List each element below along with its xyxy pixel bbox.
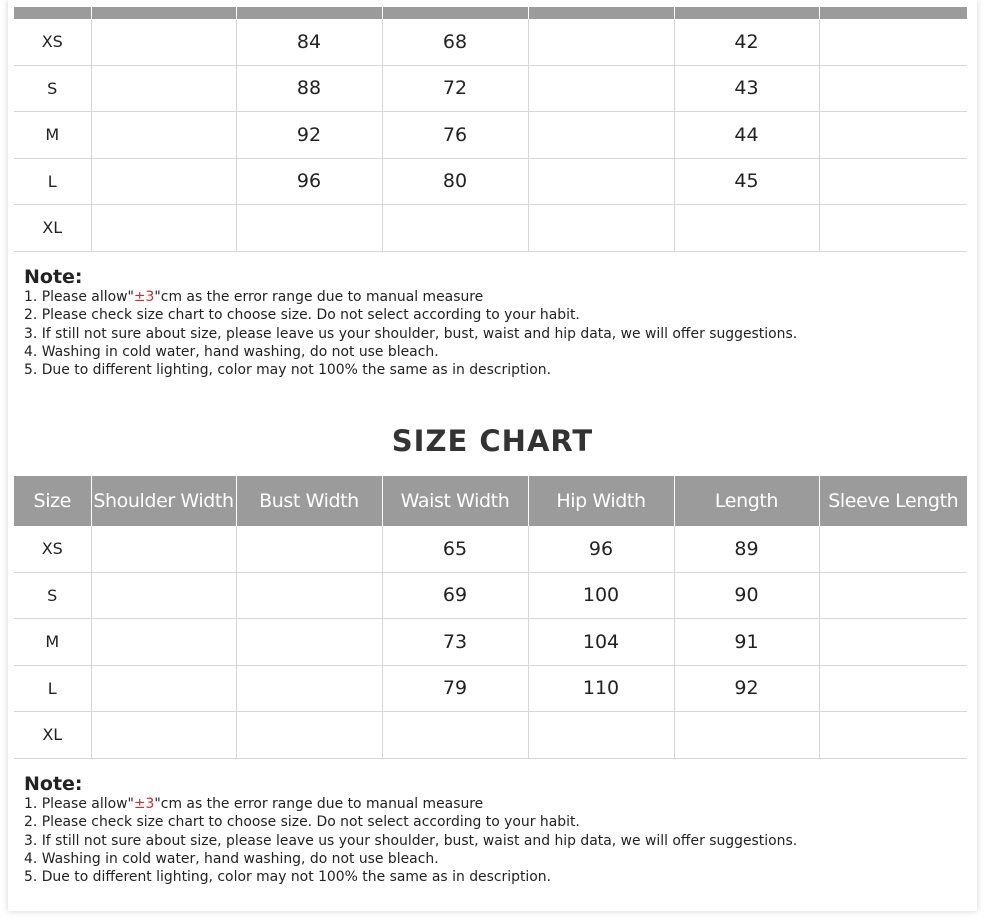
table-cell <box>236 205 382 252</box>
waist-width-cell: 79 <box>382 665 528 712</box>
size-table-top <box>14 7 967 252</box>
column-header-sleeve-length: Sleeve Length <box>819 476 967 526</box>
tolerance-value: ±3 <box>133 796 155 812</box>
size-label: M <box>14 112 91 159</box>
table-row <box>14 65 967 112</box>
hip-width-cell: 110 <box>528 665 674 712</box>
note-line: 3. If still not sure about size, please leave us your shoulder, bust, waist and hip data, we will offer suggestions. <box>24 832 798 849</box>
table-cell <box>819 112 967 159</box>
note-line: 5. Due to different lighting, color may not 100% the same as in description. <box>24 362 552 379</box>
column-header-waist-width: Waist Width <box>382 476 528 526</box>
table-cell: 42 <box>674 19 819 65</box>
note-title: Note: <box>24 266 83 288</box>
column-header-hip-width: Hip Width <box>528 476 674 526</box>
hip-width-cell: 104 <box>528 619 674 666</box>
table-row <box>14 205 967 252</box>
note-text: 1. Please allow" <box>24 289 134 305</box>
size-label: L <box>14 665 91 712</box>
table-cell <box>528 158 674 205</box>
size-label: XL <box>14 712 91 759</box>
note-line: 2. Please check size chart to choose size. Do not select according to your habit. <box>24 814 580 831</box>
sleeve-length-cell <box>819 712 967 759</box>
table-cell <box>528 205 674 252</box>
shoulder-width-cell <box>91 665 236 712</box>
table-cell <box>91 158 236 205</box>
length-cell: 91 <box>674 619 819 666</box>
table-cell <box>819 158 967 205</box>
waist-width-cell: 69 <box>382 572 528 619</box>
bust-width-cell <box>236 619 382 666</box>
table-row <box>14 19 967 65</box>
size-label: XL <box>14 205 91 252</box>
table-cell: 80 <box>382 158 528 205</box>
table-cell: 68 <box>382 19 528 65</box>
table-cell: 76 <box>382 112 528 159</box>
note-line-tolerance <box>24 795 797 813</box>
table-row <box>14 712 967 759</box>
sleeve-length-cell <box>819 665 967 712</box>
shoulder-width-cell <box>91 712 236 759</box>
table-cell: 45 <box>674 158 819 205</box>
notes-section <box>24 773 829 886</box>
note-text: 1. Please allow" <box>24 796 134 812</box>
table-cell: 96 <box>236 158 382 205</box>
table-header-bar <box>14 7 967 19</box>
shoulder-width-cell <box>91 526 236 572</box>
length-cell: 92 <box>674 665 819 712</box>
note-line: 3. If still not sure about size, please leave us your shoulder, bust, waist and hip data, we will offer suggestions. <box>24 325 798 342</box>
size-label: L <box>14 158 91 205</box>
table-header-row <box>14 476 967 526</box>
table-row <box>14 112 967 159</box>
size-label: XS <box>14 526 91 572</box>
table-row <box>14 526 967 572</box>
column-header-shoulder-width: Shoulder Width <box>91 476 236 526</box>
bust-width-cell <box>236 526 382 572</box>
size-label: M <box>14 619 91 666</box>
column-header-bust-width: Bust Width <box>236 476 382 526</box>
table-cell <box>819 65 967 112</box>
size-table-bottom <box>14 476 967 759</box>
note-line: 2. Please check size chart to choose size. Do not select according to your habit. <box>24 307 580 324</box>
note-line: 4. Washing in cold water, hand washing, do not use bleach. <box>24 343 439 360</box>
table-cell <box>819 19 967 65</box>
waist-width-cell <box>382 712 528 759</box>
table-cell <box>382 205 528 252</box>
table-row <box>14 619 967 666</box>
table-cell <box>91 65 236 112</box>
table-cell <box>528 19 674 65</box>
table-cell <box>674 205 819 252</box>
note-line-tolerance <box>24 288 797 306</box>
tolerance-value: ±3 <box>133 289 155 305</box>
table-cell <box>91 112 236 159</box>
note-title: Note: <box>24 773 83 795</box>
hip-width-cell <box>528 712 674 759</box>
size-chart-title: SIZE CHART <box>391 424 594 458</box>
waist-width-cell: 65 <box>382 526 528 572</box>
column-header-size: Size <box>14 476 91 526</box>
bust-width-cell <box>236 712 382 759</box>
note-line: 5. Due to different lighting, color may not 100% the same as in description. <box>24 869 552 886</box>
table-cell: 88 <box>236 65 382 112</box>
shoulder-width-cell <box>91 619 236 666</box>
note-text: "cm as the error range due to manual measure <box>154 289 484 305</box>
table-cell <box>819 205 967 252</box>
table-row <box>14 158 967 205</box>
size-label: XS <box>14 19 91 65</box>
length-cell <box>674 712 819 759</box>
size-label: S <box>14 65 91 112</box>
shoulder-width-cell <box>91 572 236 619</box>
size-label: S <box>14 572 91 619</box>
waist-width-cell: 73 <box>382 619 528 666</box>
table-cell: 43 <box>674 65 819 112</box>
sleeve-length-cell <box>819 526 967 572</box>
column-header-length: Length <box>674 476 819 526</box>
table-row <box>14 572 967 619</box>
table-row <box>14 665 967 712</box>
table-cell <box>528 112 674 159</box>
bust-width-cell <box>236 665 382 712</box>
length-cell: 90 <box>674 572 819 619</box>
hip-width-cell: 100 <box>528 572 674 619</box>
table-cell: 44 <box>674 112 819 159</box>
notes-section <box>24 266 829 379</box>
length-cell: 89 <box>674 526 819 572</box>
table-cell: 84 <box>236 19 382 65</box>
sleeve-length-cell <box>819 572 967 619</box>
table-cell <box>91 19 236 65</box>
table-cell: 72 <box>382 65 528 112</box>
table-cell: 92 <box>236 112 382 159</box>
bust-width-cell <box>236 572 382 619</box>
hip-width-cell: 96 <box>528 526 674 572</box>
sleeve-length-cell <box>819 619 967 666</box>
note-line: 4. Washing in cold water, hand washing, do not use bleach. <box>24 850 439 867</box>
table-cell <box>528 65 674 112</box>
table-cell <box>91 205 236 252</box>
note-text: "cm as the error range due to manual measure <box>154 796 484 812</box>
